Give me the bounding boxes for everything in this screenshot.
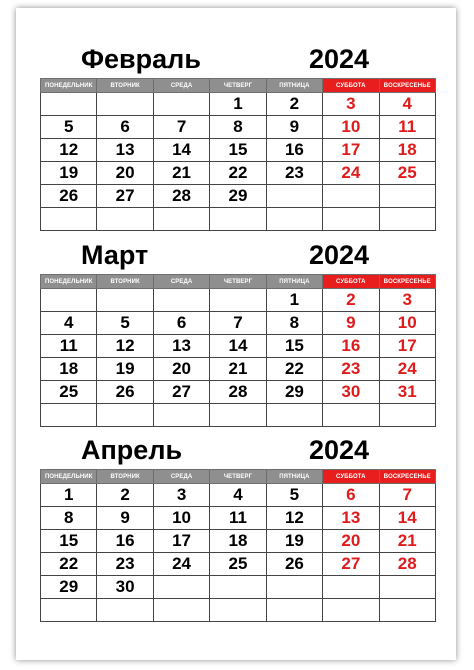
day-cell: 25	[210, 553, 266, 576]
weekday-header: ПОНЕДЕЛЬНИК	[41, 79, 97, 93]
week-row	[41, 576, 436, 599]
day-cell	[153, 576, 209, 599]
weekday-header: ЧЕТВЕРГ	[210, 470, 266, 484]
day-cell: 8	[41, 507, 97, 530]
weekday-header: СУББОТА	[323, 79, 379, 93]
week-row	[41, 93, 436, 116]
day-cell	[379, 208, 435, 231]
day-cell: 16	[266, 139, 322, 162]
day-cell: 10	[379, 312, 435, 335]
month-header	[39, 40, 449, 78]
day-cell: 26	[266, 553, 322, 576]
day-cell: 13	[323, 507, 379, 530]
day-cell: 3	[153, 484, 209, 507]
day-cell: 1	[41, 484, 97, 507]
day-cell: 5	[97, 312, 153, 335]
day-cell	[210, 208, 266, 231]
day-cell	[266, 576, 322, 599]
day-cell: 14	[153, 139, 209, 162]
day-cell	[41, 404, 97, 427]
weekday-header: ПЯТНИЦА	[266, 470, 322, 484]
day-cell: 23	[266, 162, 322, 185]
week-row	[41, 358, 436, 381]
week-row	[41, 162, 436, 185]
day-cell	[266, 185, 322, 208]
weekday-header: ВТОРНИК	[97, 470, 153, 484]
week-row	[41, 208, 436, 231]
day-cell: 11	[210, 507, 266, 530]
day-cell: 3	[379, 289, 435, 312]
weekday-header: ЧЕТВЕРГ	[210, 79, 266, 93]
day-cell	[379, 599, 435, 622]
week-row	[41, 139, 436, 162]
day-cell: 24	[323, 162, 379, 185]
day-cell	[41, 208, 97, 231]
month-february	[39, 40, 449, 231]
day-cell: 26	[97, 381, 153, 404]
day-cell	[153, 93, 209, 116]
day-cell: 11	[41, 335, 97, 358]
day-cell: 13	[153, 335, 209, 358]
month-year: 2024	[309, 44, 370, 74]
calendar-grid	[40, 274, 436, 427]
day-cell	[266, 599, 322, 622]
day-cell: 14	[379, 507, 435, 530]
day-cell	[153, 208, 209, 231]
day-cell: 5	[41, 116, 97, 139]
day-cell	[323, 576, 379, 599]
day-cell	[323, 208, 379, 231]
weekday-header: ПЯТНИЦА	[266, 275, 322, 289]
day-cell: 30	[323, 381, 379, 404]
month-header	[39, 236, 449, 274]
day-cell: 22	[41, 553, 97, 576]
weekday-header: ПОНЕДЕЛЬНИК	[41, 470, 97, 484]
day-cell: 31	[379, 381, 435, 404]
week-row	[41, 312, 436, 335]
day-cell	[97, 599, 153, 622]
day-cell: 12	[41, 139, 97, 162]
day-cell	[97, 289, 153, 312]
day-cell: 27	[153, 381, 209, 404]
day-cell: 30	[97, 576, 153, 599]
day-cell: 9	[266, 116, 322, 139]
day-cell: 2	[323, 289, 379, 312]
weekday-header: ВОСКРЕСЕНЬЕ	[379, 470, 435, 484]
day-cell: 21	[210, 358, 266, 381]
day-cell: 9	[323, 312, 379, 335]
day-cell: 14	[210, 335, 266, 358]
day-cell	[153, 289, 209, 312]
day-cell: 1	[266, 289, 322, 312]
weekday-header: ПОНЕДЕЛЬНИК	[41, 275, 97, 289]
day-cell: 17	[379, 335, 435, 358]
day-cell: 27	[323, 553, 379, 576]
day-cell: 4	[41, 312, 97, 335]
day-cell	[210, 599, 266, 622]
day-cell: 7	[379, 484, 435, 507]
day-cell	[210, 576, 266, 599]
day-cell: 7	[210, 312, 266, 335]
day-cell: 1	[210, 93, 266, 116]
day-cell: 6	[153, 312, 209, 335]
weekday-header: ЧЕТВЕРГ	[210, 275, 266, 289]
day-cell: 23	[323, 358, 379, 381]
month-title: Март	[81, 240, 149, 270]
day-cell: 18	[379, 139, 435, 162]
weekday-header: ВОСКРЕСЕНЬЕ	[379, 275, 435, 289]
day-cell	[323, 185, 379, 208]
day-cell: 17	[153, 530, 209, 553]
week-row	[41, 553, 436, 576]
day-cell: 2	[97, 484, 153, 507]
week-row	[41, 507, 436, 530]
weekday-header: СУББОТА	[323, 470, 379, 484]
day-cell	[266, 208, 322, 231]
month-year: 2024	[309, 240, 370, 270]
month-title: Апрель	[81, 435, 183, 465]
day-cell	[266, 404, 322, 427]
day-cell	[379, 185, 435, 208]
day-cell: 9	[97, 507, 153, 530]
calendar-grid	[40, 78, 436, 231]
day-cell: 15	[266, 335, 322, 358]
day-cell: 15	[41, 530, 97, 553]
day-cell: 11	[379, 116, 435, 139]
day-cell	[97, 208, 153, 231]
day-cell: 18	[210, 530, 266, 553]
day-cell	[41, 599, 97, 622]
day-cell: 26	[41, 185, 97, 208]
day-cell: 12	[97, 335, 153, 358]
month-title: Февраль	[81, 44, 201, 74]
day-cell: 6	[97, 116, 153, 139]
weekday-header: ПЯТНИЦА	[266, 79, 322, 93]
weekday-header: ВТОРНИК	[97, 275, 153, 289]
week-row	[41, 185, 436, 208]
week-row	[41, 484, 436, 507]
day-cell	[323, 404, 379, 427]
day-cell: 16	[323, 335, 379, 358]
day-cell: 10	[153, 507, 209, 530]
day-cell: 3	[323, 93, 379, 116]
month-april	[39, 431, 449, 622]
day-cell: 23	[97, 553, 153, 576]
day-cell: 22	[266, 358, 322, 381]
day-cell: 20	[323, 530, 379, 553]
weekday-header: ВТОРНИК	[97, 79, 153, 93]
month-march	[39, 236, 449, 427]
day-cell: 28	[379, 553, 435, 576]
day-cell: 18	[41, 358, 97, 381]
day-cell: 25	[41, 381, 97, 404]
week-row	[41, 404, 436, 427]
weekday-header: СРЕДА	[153, 470, 209, 484]
day-cell	[153, 404, 209, 427]
day-cell: 4	[210, 484, 266, 507]
weekday-header: СРЕДА	[153, 79, 209, 93]
week-row	[41, 381, 436, 404]
day-cell: 20	[153, 358, 209, 381]
day-cell: 4	[379, 93, 435, 116]
week-row	[41, 116, 436, 139]
day-cell	[379, 576, 435, 599]
day-cell	[210, 289, 266, 312]
day-cell: 21	[153, 162, 209, 185]
week-row	[41, 335, 436, 358]
day-cell: 6	[323, 484, 379, 507]
day-cell: 27	[97, 185, 153, 208]
day-cell: 19	[266, 530, 322, 553]
day-cell: 29	[210, 185, 266, 208]
day-cell	[41, 93, 97, 116]
day-cell: 21	[379, 530, 435, 553]
day-cell: 19	[41, 162, 97, 185]
day-cell	[41, 289, 97, 312]
week-row	[41, 530, 436, 553]
day-cell	[379, 404, 435, 427]
day-cell	[97, 404, 153, 427]
day-cell: 13	[97, 139, 153, 162]
day-cell: 5	[266, 484, 322, 507]
day-cell: 10	[323, 116, 379, 139]
calendar-grid	[40, 469, 436, 622]
day-cell: 20	[97, 162, 153, 185]
day-cell	[153, 599, 209, 622]
day-cell	[210, 404, 266, 427]
month-header	[39, 431, 449, 469]
week-row	[41, 289, 436, 312]
day-cell: 28	[210, 381, 266, 404]
week-row	[41, 599, 436, 622]
day-cell: 12	[266, 507, 322, 530]
weekday-header: СРЕДА	[153, 275, 209, 289]
day-cell: 8	[266, 312, 322, 335]
day-cell: 22	[210, 162, 266, 185]
day-cell: 16	[97, 530, 153, 553]
day-cell: 25	[379, 162, 435, 185]
day-cell: 29	[41, 576, 97, 599]
weekday-header: СУББОТА	[323, 275, 379, 289]
day-cell	[97, 93, 153, 116]
day-cell: 28	[153, 185, 209, 208]
month-year: 2024	[309, 435, 370, 465]
day-cell: 19	[97, 358, 153, 381]
day-cell: 8	[210, 116, 266, 139]
day-cell: 24	[379, 358, 435, 381]
calendar-page	[16, 8, 456, 660]
day-cell: 17	[323, 139, 379, 162]
day-cell: 2	[266, 93, 322, 116]
day-cell: 24	[153, 553, 209, 576]
weekday-header: ВОСКРЕСЕНЬЕ	[379, 79, 435, 93]
day-cell: 7	[153, 116, 209, 139]
day-cell: 29	[266, 381, 322, 404]
day-cell: 15	[210, 139, 266, 162]
day-cell	[323, 599, 379, 622]
